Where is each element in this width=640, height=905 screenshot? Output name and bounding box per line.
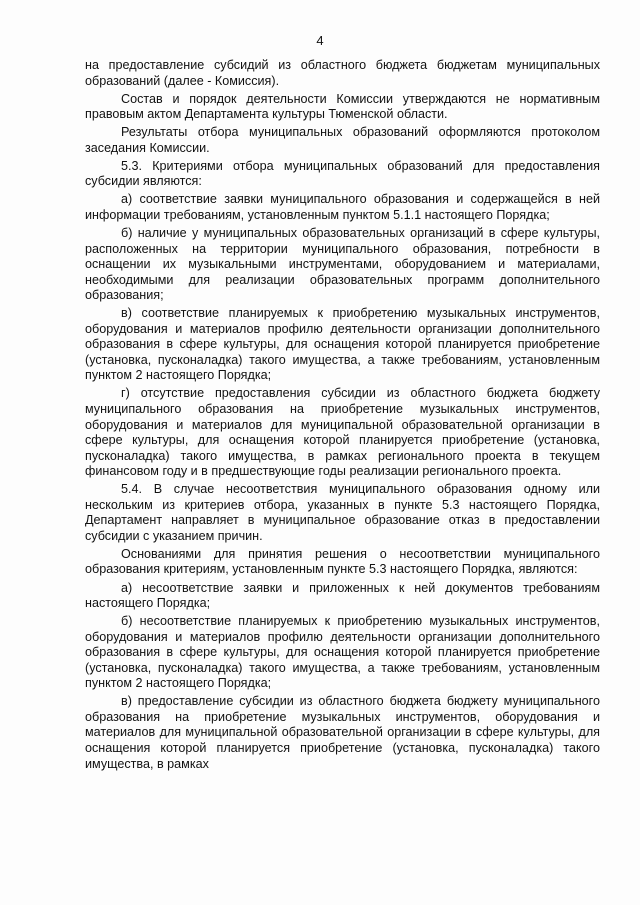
paragraph-5-4: 5.4. В случае несоответствия муниципального образования одному или нескольким из критериев отбора, указанных в пункте 5.3 настоящего Порядка, Департамент направляет в муниципальное образование отказ в предоставлении субсидии с указанием причин.	[85, 482, 600, 543]
paragraph-5-3-a: а) соответствие заявки муниципального образования и содержащейся в ней информации требованиям, установленным пунктом 5.1.1 настоящего Порядка;	[85, 192, 600, 222]
document-body	[85, 58, 600, 775]
paragraph-grounds-v: в) предоставление субсидии из областного бюджета бюджету муниципального образования на приобретение музыкальных инструментов, оборудования и материалов для муниципальной образовательной организации в сфере культуры, для оснащения которой планируется приобретение (установка, пусконаладка) такого имущества, в рамках	[85, 694, 600, 771]
page-number: 4	[316, 33, 324, 48]
paragraph-5-3-heading: 5.3. Критериями отбора муниципальных образований для предоставления субсидии являются:	[85, 158, 600, 189]
paragraph-5-3-v: в) соответствие планируемых к приобретению музыкальных инструментов, оборудования и материалов профилю деятельности организации дополнительного образования в сфере культуры, для оснащения которой планируется приобретение (установка, пусконаладка) такого имущества, а также требованиям, установленным пунктом 2 настоящего Порядка;	[85, 306, 600, 383]
paragraph-grounds-a: а) несоответствие заявки и приложенных к ней документов требованиям настоящего Порядка;	[85, 580, 600, 611]
paragraph-5-3-b: б) наличие у муниципальных образовательных организаций в сфере культуры, расположенных на территории муниципального образования, потребности в оснащении их музыкальными инструментами, оборудованием и материалами, необходимыми для реализации образовательных программ дополнительного образования;	[85, 225, 600, 303]
paragraph-commission-composition: Состав и порядок деятельности Комиссии утверждаются не нормативным правовым актом Департамента культуры Тюменской области.	[85, 91, 600, 122]
paragraph-commission-continuation: на предоставление субсидий из областного бюджета бюджетам муниципальных образований (далее - Комиссия).	[85, 58, 600, 88]
paragraph-selection-results: Результаты отбора муниципальных образований оформляются протоколом заседания Комиссии.	[85, 125, 600, 155]
paragraph-grounds-b: б) несоответствие планируемых к приобретению музыкальных инструментов, оборудования и материалов профилю деятельности организации дополнительного образования в сфере культуры, для оснащения которой планируется приобретение (установка, пусконаладка) такого имущества, а также требованиям, установленным пунктом 2 настоящего Порядка;	[85, 614, 600, 691]
paragraph-grounds-heading: Основаниями для принятия решения о несоответствии муниципального образования критериям, установленным пункте 5.3 настоящего Порядка, являются:	[85, 546, 600, 577]
paragraph-5-3-g: г) отсутствие предоставления субсидии из областного бюджета бюджету муниципального образования на приобретение музыкальных инструментов, оборудования и материалов для муниципальной образовательной организации в сфере культуры, для оснащения которой планируется приобретение (установка, пусконаладка) такого имущества, в рамках регионального проекта в текущем финансовом году и в предшествующие годы реализации регионального проекта.	[85, 386, 600, 479]
